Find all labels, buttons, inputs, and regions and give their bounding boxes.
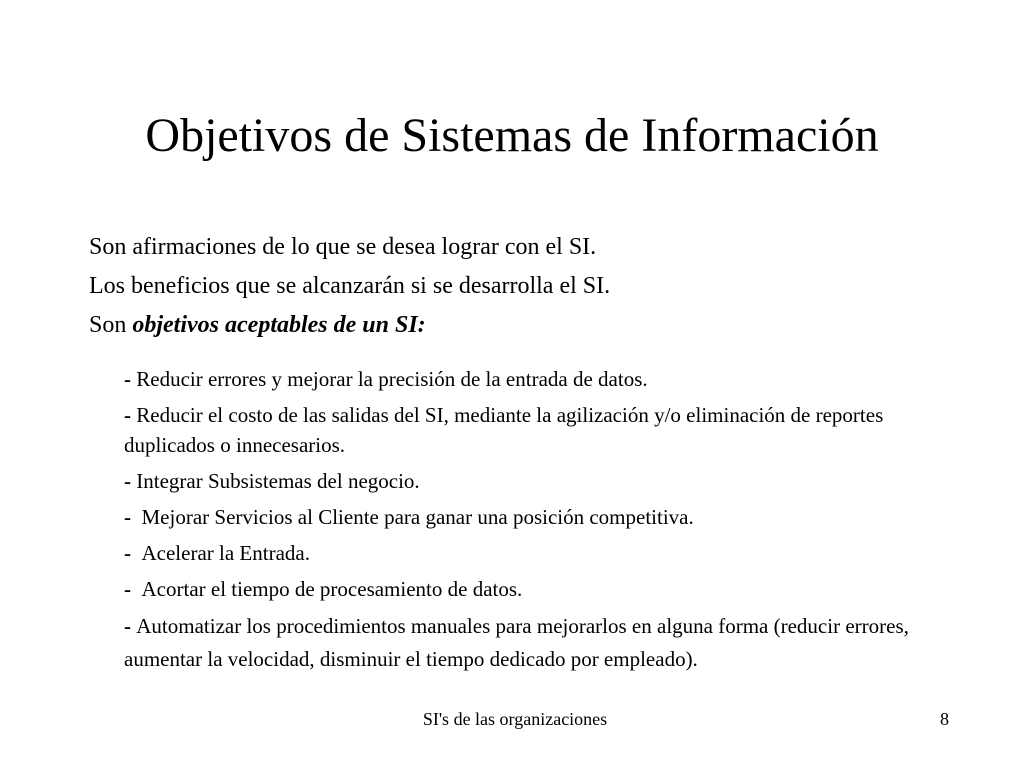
page-number: 8 (940, 709, 949, 729)
dash-bullet: - (124, 403, 137, 427)
objectives-list (124, 364, 944, 682)
objective-item (124, 466, 944, 496)
objective-text: Acortar el tiempo de procesamiento de datos. (141, 577, 523, 601)
objective-item (124, 538, 944, 568)
objective-item (124, 400, 944, 460)
objective-text: Acelerar la Entrada. (141, 541, 310, 565)
footer-text: SI's de las organizaciones (422, 709, 608, 729)
objective-item (124, 574, 944, 604)
intro-line-2: Los beneficios que se alcanzarán si se desarrolla el SI. (89, 273, 611, 299)
objective-text: Integrar Subsistemas del negocio. (136, 469, 420, 493)
objective-text: Reducir el costo de las salidas del SI, mediante la agilización y/o eliminación de reportes duplicados o innecesarios. (124, 403, 884, 457)
dash-bullet: - (124, 469, 137, 493)
objective-text: Automatizar los procedimientos manuales para mejorarlos en alguna forma (reducir errores, aumentar la velocidad, disminuir el tiempo dedicado por empleado). (124, 614, 909, 671)
objective-text: Reducir errores y mejorar la precisión de la entrada de datos. (136, 367, 648, 391)
slide-title: Objetivos de Sistemas de Información (145, 109, 879, 162)
dash-bullet: - (124, 367, 137, 391)
dash-bullet: - (124, 614, 137, 638)
dash-bullet: - (124, 577, 142, 601)
intro-line-1: Son afirmaciones de lo que se desea lograr con el SI. (89, 234, 597, 260)
intro-line-3-emphasis: objetivos aceptables de un SI: (132, 312, 426, 338)
objective-item (124, 364, 944, 394)
intro-line-3-prefix: Son (89, 312, 133, 338)
intro-line-3 (89, 307, 949, 346)
objective-item (124, 610, 944, 676)
dash-bullet: - (124, 505, 142, 529)
intro-block (89, 229, 949, 346)
objective-text: Mejorar Servicios al Cliente para ganar una posición competitiva. (141, 505, 694, 529)
dash-bullet: - (124, 541, 142, 565)
objective-item (124, 502, 944, 532)
